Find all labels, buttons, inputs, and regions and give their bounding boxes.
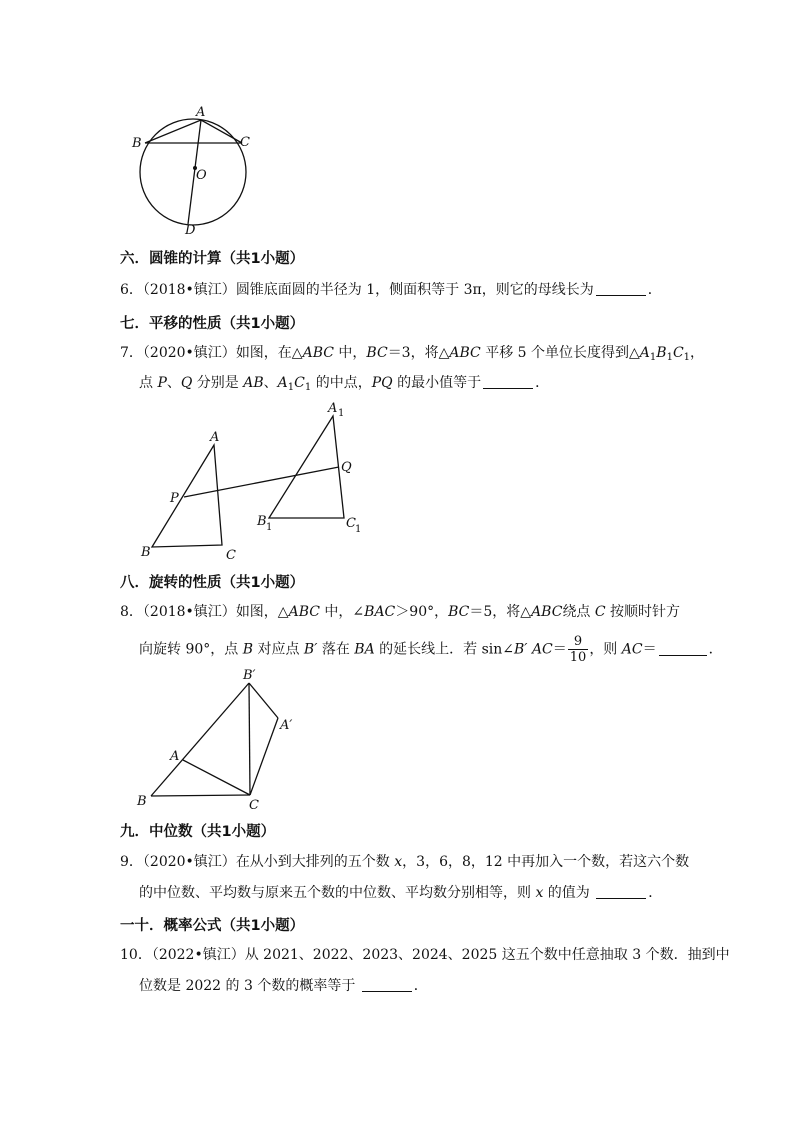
label-A: A <box>196 105 206 120</box>
q6-source: （2018•镇江） <box>142 282 236 298</box>
q8-t9: 落在 <box>317 641 355 658</box>
q8-c: C <box>594 604 606 620</box>
q8-frac-num: 9 <box>568 634 589 650</box>
q8-eq2: ＝ <box>642 641 657 658</box>
q9-t2: ，3，6，8，12 中再加入一个数，若这六个数 <box>402 854 690 870</box>
q7-q: Q <box>180 375 193 391</box>
label-C: C <box>249 798 259 813</box>
q8-abc2: ABC <box>531 604 563 620</box>
q9-x: x <box>394 854 403 870</box>
q7-t1: 如图，在△ <box>235 345 303 361</box>
q7-p: P <box>157 375 167 391</box>
label-A: A <box>210 430 220 445</box>
q9-t3: 的中位数、平均数与原来五个数的中位数、平均数分别相等，则 <box>139 885 536 901</box>
q10-source: （2022•镇江） <box>151 947 245 963</box>
q8-t7: 向旋转 90°，点 <box>139 641 243 658</box>
q7-t6: 点 <box>139 375 158 391</box>
q8-t2: 中，∠ <box>319 604 365 620</box>
q9-end: ． <box>648 885 663 901</box>
q7-t9: 的最小值等于 <box>392 375 482 391</box>
translation-figure <box>135 398 375 568</box>
q7-a1c1-c: C <box>294 375 305 391</box>
circle-O <box>140 119 246 225</box>
segment-Bp-Ap <box>249 683 278 718</box>
q8-b: B <box>242 641 254 658</box>
q10-number: 10． <box>120 947 152 963</box>
q7-abc2: ABC <box>449 345 481 361</box>
q7-sep2: 、 <box>263 375 278 391</box>
q8-t6: 按顺时针方 <box>605 604 681 620</box>
question-7-line1 <box>120 343 704 363</box>
segment-Bp-C <box>249 683 250 795</box>
segment-BC <box>151 795 250 796</box>
question-7-line2 <box>139 373 549 393</box>
circle-figure <box>130 100 260 235</box>
segment-AC <box>183 760 250 795</box>
question-10-line2 <box>139 976 428 996</box>
segment-B-Bp <box>151 683 249 796</box>
question-8-line2 <box>139 634 723 665</box>
q9-number: 9． <box>120 854 143 870</box>
q7-a1c1-a-sub: 1 <box>287 382 295 393</box>
q8-bp: B′ <box>303 641 318 658</box>
label-C: C <box>240 135 250 150</box>
q7-b1: B <box>656 345 667 361</box>
q10-t2: 位数是 2022 的 3 个数的概率等于 <box>139 978 356 994</box>
section-heading-9: 九．中位数（共1小题） <box>120 824 276 840</box>
q8-source: （2018•镇江） <box>142 604 236 620</box>
label-Ap: A′ <box>280 718 293 733</box>
q8-t3: ＞90°， <box>395 604 449 620</box>
q7-number: 7． <box>120 345 143 361</box>
segment-PQ <box>184 467 339 497</box>
segment-AC <box>201 120 242 143</box>
label-C1-sub: 1 <box>355 524 362 535</box>
q8-ac2: AC <box>621 641 643 658</box>
q9-x2: x <box>535 885 544 901</box>
q8-fraction <box>568 634 589 665</box>
label-Q: Q <box>341 460 352 475</box>
section-heading-10: 一十．概率公式（共1小题） <box>120 918 305 934</box>
q7-a1-sub: 1 <box>649 352 657 363</box>
q7-answer-blank <box>483 374 533 389</box>
label-C: C <box>226 548 236 563</box>
q7-t7: 分别是 <box>192 375 244 391</box>
label-P: P <box>170 491 179 506</box>
q7-source: （2020•镇江） <box>142 345 236 361</box>
q7-c1: C <box>672 345 684 361</box>
q9-answer-blank <box>596 884 646 899</box>
q8-abc: ABC <box>288 604 320 620</box>
q7-t5: ， <box>690 345 705 361</box>
q7-abc: ABC <box>302 345 334 361</box>
q7-ab: AB <box>243 375 264 391</box>
q10-t1: 从 2021、2022、2023、2024、2025 这五个数中任意抽取 3 个数．抽到中 <box>244 947 730 963</box>
q8-t11: ，则 <box>589 641 622 658</box>
question-10-line1 <box>120 945 730 965</box>
q8-t4: ＝5，将△ <box>469 604 532 620</box>
q8-number: 8． <box>120 604 143 620</box>
q7-b1-sub: 1 <box>666 352 673 363</box>
q7-sep1: 、 <box>166 375 181 391</box>
q7-t8: 的中点， <box>311 375 372 391</box>
q7-t3: ＝3，将△ <box>387 345 450 361</box>
label-B1-sub: 1 <box>266 522 273 533</box>
question-8-line1 <box>120 602 680 622</box>
q8-bc: BC <box>448 604 470 620</box>
label-B: B <box>137 794 147 809</box>
label-A: A <box>170 749 180 764</box>
question-6 <box>120 280 662 300</box>
q7-a1: A <box>639 345 650 361</box>
segment-Ap-C <box>250 718 278 795</box>
question-9-line2 <box>139 883 662 903</box>
q7-end: ． <box>535 375 550 391</box>
label-C1: C <box>346 516 356 531</box>
label-A1: A <box>328 401 338 416</box>
q7-bc: BC <box>366 345 388 361</box>
q7-t4: 平移 5 个单位长度得到△ <box>480 345 640 361</box>
q8-answer-blank <box>659 641 707 656</box>
q8-t10: 的延长线上．若 sin∠ <box>374 641 515 658</box>
q8-bp2: B′ <box>514 641 528 658</box>
section-heading-7: 七．平移的性质（共1小题） <box>120 316 305 332</box>
q7-a1c1-c-sub: 1 <box>304 382 312 393</box>
label-O: O <box>196 168 207 183</box>
q7-a1c1-a: A <box>277 375 288 391</box>
label-B: B <box>132 136 142 151</box>
triangle-A1B1C1 <box>269 416 344 518</box>
q6-text: 圆锥底面圆的半径为 1，侧面积等于 3π，则它的母线长为 <box>235 282 594 298</box>
section-heading-6: 六．圆锥的计算（共1小题） <box>120 251 305 267</box>
q9-t1: 在从小到大排列的五个数 <box>235 854 395 870</box>
q8-ac: AC <box>531 641 553 658</box>
q8-t8: 对应点 <box>253 641 304 658</box>
q10-answer-blank <box>362 977 412 992</box>
q8-frac-den: 10 <box>569 650 587 665</box>
q10-end: ． <box>413 978 428 994</box>
rotation-figure <box>132 664 302 814</box>
q7-c1-sub: 1 <box>683 352 691 363</box>
q8-t5: 绕点 <box>562 604 595 620</box>
label-B1: B <box>257 514 267 529</box>
q6-answer-blank <box>596 281 646 296</box>
section-heading-8: 八．旋转的性质（共1小题） <box>120 575 305 591</box>
q8-eq: ＝ <box>552 641 567 658</box>
q9-t4: 的值为 <box>543 885 590 901</box>
q7-pq: PQ <box>371 375 393 391</box>
q8-bac: BAC <box>364 604 396 620</box>
q6-end: ． <box>647 282 662 298</box>
label-D: D <box>185 223 196 235</box>
label-Bp: B′ <box>243 668 256 683</box>
label-A1-sub: 1 <box>338 408 345 419</box>
q7-t2: 中， <box>333 345 367 361</box>
q8-t1: 如图，△ <box>235 604 289 620</box>
label-B: B <box>141 545 151 560</box>
q6-number: 6． <box>120 282 143 298</box>
q8-end: ． <box>708 641 723 658</box>
question-9-line1 <box>120 852 689 872</box>
q9-source: （2020•镇江） <box>142 854 236 870</box>
q8-ba: BA <box>354 641 375 658</box>
